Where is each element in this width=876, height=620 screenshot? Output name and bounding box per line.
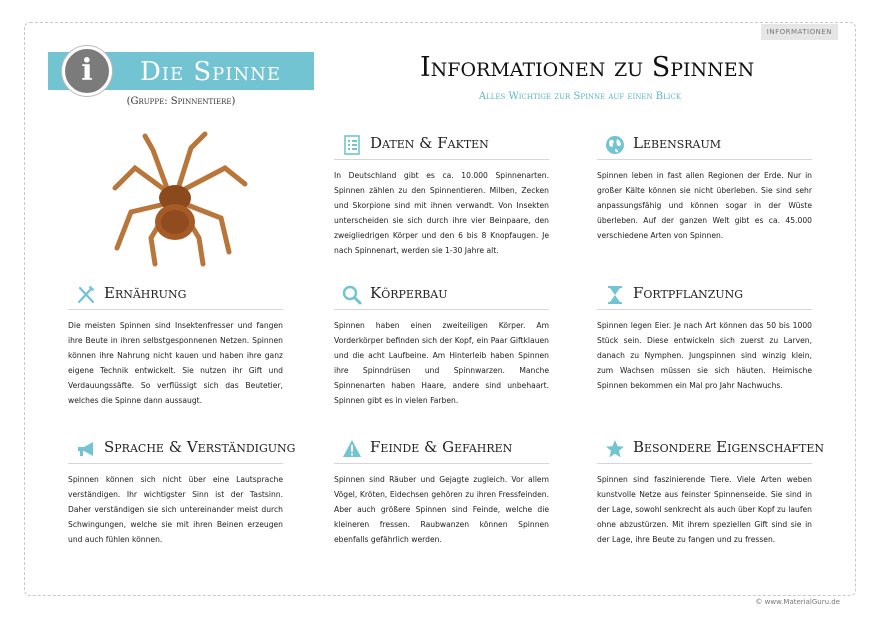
- section-text: Spinnen können sich nicht über eine Lautsprache verständigen. Ihr wichtigster Sinn ist der Tastsinn. Daher verständigen sie sich untereinander meist durch Schwingungen, welche sie mit ihren Beinen erzeugen und auch fühlen können.: [68, 475, 283, 544]
- main-title: Informationen zu Spinnen: [420, 52, 755, 83]
- star-icon: [605, 439, 625, 459]
- section-text: Spinnen haben einen zweiteiligen Körper. Am Vorderkörper befinden sich der Kopf, ein Paar Giftklauen und die acht Laufbeine. Am Hinterleib haben Spinnen ihre Spinndrüsen und Spinnwarzen. Manche Spinnenarten haben Haare, andere sind unbehaart. Spinnen gibt es in vielen Farben.: [334, 321, 549, 405]
- warning-icon: [342, 439, 362, 459]
- section-heading: Fortpflanzung: [633, 284, 744, 302]
- cutlery-icon: [76, 285, 96, 305]
- section-heading: Ernährung: [104, 284, 187, 302]
- category-tag: INFORMATIONEN: [761, 24, 838, 40]
- section-heading: Lebensraum: [633, 134, 722, 152]
- section-ernaehrung: [68, 283, 283, 408]
- section-header: [334, 133, 549, 160]
- spider-image: [95, 128, 255, 268]
- section-heading: Sprache & Verständigung: [104, 438, 296, 456]
- section-text: Die meisten Spinnen sind Insektenfresser und fangen ihre Beute in ihren selbstgesponnenen Netzen. Spinnen können ihre Nahrung nicht kauen und haben ihre ganz eigene Technik entwickelt. Sie nutzen ihr Gift und Verdauungssäfte. So verflüssigt sich das Beutetier, welches die Spinne dann aussaugt.: [68, 321, 283, 405]
- section-header: [597, 437, 825, 464]
- list-icon: [342, 135, 362, 155]
- section-daten-fakten: [334, 133, 549, 258]
- section-text: Spinnen leben in fast allen Regionen der Erde. Nur in großer Kälte können sie nicht überleben. Sie sind sehr anpassungsfähig und können sogar in der Wüste überleben. Auf der ganzen Welt gibt es ca. 45.000 verschiedene Arten von Spinnen.: [597, 171, 812, 240]
- section-text: Spinnen sind Räuber und Gejagte zugleich. Vor allem Vögel, Kröten, Eidechsen gehören zu ihren Fressfeinden. Aber auch größere Spinnen sind Feinde, welche die kleineren fressen. Raubwanzen können Spinnen ebenfalls gefährlich werden.: [334, 475, 549, 544]
- section-heading: Daten & Fakten: [370, 134, 489, 152]
- section-feinde: [334, 437, 549, 547]
- section-fortpflanzung: [597, 283, 812, 393]
- section-header: [597, 133, 812, 160]
- main-subtitle: Alles Wichtige zur Spinne auf einen Blick: [478, 91, 682, 102]
- group-subtitle: (Gruppe: Spinnentiere): [126, 96, 236, 107]
- section-heading: Feinde & Gefahren: [370, 438, 513, 456]
- section-text: Spinnen legen Eier. Je nach Art können das 50 bis 1000 Stück sein. Diese entwickeln sich zuerst zu Larven, danach zu Nymphen. Jungspinnen sind winzig klein, zum Wachsen müssen sie sich häuten. Heimische Spinnen bekommen ein Mal pro Jahr Nachwuchs.: [597, 321, 812, 390]
- section-sprache: [68, 437, 296, 547]
- info-icon-glyph: i: [81, 53, 93, 88]
- section-lebensraum: [597, 133, 812, 243]
- page-title: Die Spinne: [140, 57, 282, 87]
- section-text: Spinnen sind faszinierende Tiere. Viele Arten weben kunstvolle Netze aus feinster Spinnenseide. Sie sind in der Lage, sowohl senkrecht als auch über Kopf zu laufen ohne abzustürzen. Mit ihrem speziellen Gift sind sie in der Lage, ihre Beute zu fangen und zu fressen.: [597, 475, 812, 544]
- section-besondere-eigenschaften: [597, 437, 825, 547]
- info-icon: [62, 46, 112, 96]
- copyright-text: © www.MaterialGuru.de: [755, 598, 840, 606]
- section-header: [334, 437, 549, 464]
- section-koerperbau: [334, 283, 549, 408]
- section-header: [68, 437, 296, 464]
- section-heading: Körperbau: [370, 284, 448, 302]
- megaphone-icon: [76, 439, 96, 459]
- magnifier-icon: [342, 285, 362, 305]
- section-heading: Besondere Eigenschaften: [633, 438, 825, 456]
- globe-icon: [605, 135, 625, 155]
- section-text: In Deutschland gibt es ca. 10.000 Spinnenarten. Spinnen zählen zu den Spinnentieren. Milben, Zecken und Skorpione sind mit ihnen verwandt. Von Insekten unterscheiden sie sich durch ihre vier Beinpaare, den zweigliedrigen Körper und den 6 bis 8 Knopfaugen. Je nach Spinnenart, werden sie 1-30 Jahre alt.: [334, 171, 549, 255]
- section-header: [68, 283, 283, 310]
- section-header: [334, 283, 549, 310]
- hourglass-icon: [605, 285, 625, 305]
- section-header: [597, 283, 812, 310]
